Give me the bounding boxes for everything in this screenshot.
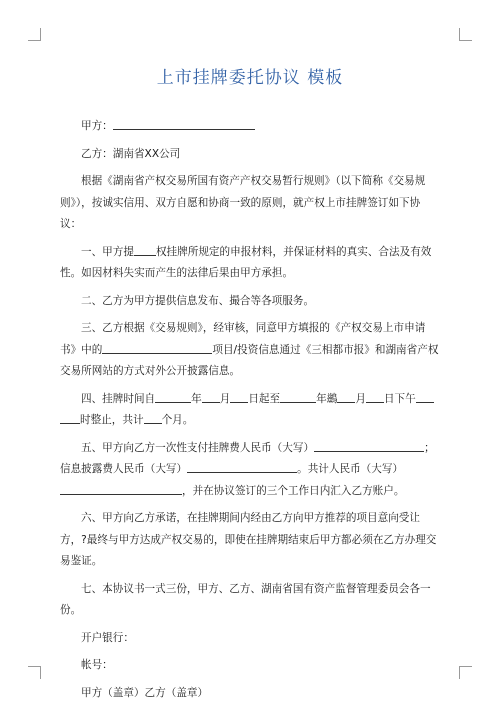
- clause-3-text-b: 项目/投资信息通过《三相都市报》和湖南省产权交易所网站的方式对外公开披露信息。: [60, 343, 439, 377]
- bank-line: 开户银行：: [81, 631, 134, 644]
- end-month-blank[interactable]: [337, 390, 355, 403]
- party-a-blank[interactable]: [113, 117, 255, 130]
- clause-3-text-a: 三、乙方根据《交易规则》，经审核，同意甲方填报的《产权交易上市申请书》中的: [60, 322, 426, 356]
- clause-5: [60, 438, 440, 503]
- clause-1-text-a: 一、甲方提: [81, 245, 134, 258]
- months-blank[interactable]: [144, 411, 162, 424]
- clause-2: 二、乙方为甲方提供信息发布、撮合等各项服务。: [81, 294, 315, 307]
- clause-3-blank[interactable]: [102, 341, 212, 354]
- clause-5-text-d: ，并在协议签订的三个工作日内汇入乙方账户。: [182, 484, 405, 497]
- clause-1-text-b: 权挂牌所规定的申报材料，并保证材料的真实、合法及有效性。如因材料失实而产生的法律后果由甲方承担。: [60, 245, 432, 279]
- clause-1-blank[interactable]: [134, 243, 156, 256]
- clause-4: [60, 389, 440, 432]
- account-line: 帐号：: [81, 659, 113, 671]
- document-body: [60, 116, 440, 710]
- start-day-blank[interactable]: [230, 390, 248, 403]
- crop-mark-bottom-left: [28, 666, 41, 679]
- disclosure-fee-blank[interactable]: [187, 460, 297, 473]
- clause-4-afternoon: 日下午: [383, 392, 416, 405]
- crop-mark-top-left: [28, 28, 41, 41]
- clause-4-month: 月: [219, 392, 231, 405]
- clause-4-year2: 年鷀: [316, 392, 338, 405]
- clause-4-total: 时整止，共计: [80, 414, 144, 426]
- clause-5-text-a: 五、甲方向乙方一次性支付挂牌费人民币（大写）: [81, 441, 315, 454]
- clause-4-month2: 月: [355, 392, 366, 405]
- clause-4-text-a: 四、挂牌时间自: [81, 392, 156, 405]
- clause-4-months: 个月。: [161, 414, 194, 426]
- clause-5-text-b: ；信息披露费人民币（大写）: [60, 441, 435, 475]
- end-day-blank[interactable]: [366, 390, 384, 403]
- crop-mark-top-right: [459, 28, 472, 41]
- clause-3: [60, 318, 440, 383]
- start-month-blank[interactable]: [202, 390, 220, 403]
- clause-4-to: 日起至: [248, 392, 281, 405]
- clause-7: 七、本协议书一式三份，甲方、乙方、湖南省国有资产监督管理委员会各一份。: [60, 582, 431, 616]
- hour-blank[interactable]: [416, 390, 434, 403]
- party-b-line: 乙方：湖南省XX公司: [81, 147, 181, 160]
- listing-fee-blank[interactable]: [314, 439, 424, 452]
- crop-mark-bottom-right: [459, 666, 472, 679]
- party-a-line: [60, 116, 440, 138]
- hour-blank-2[interactable]: [60, 411, 80, 424]
- clause-6: 六、甲方向乙方承诺，在挂牌期间内经由乙方向甲方推荐的项目意向受让方，?最终与甲方达成产权交易的，即使在挂牌期结束后甲方都必须在乙方办理交易鉴证。: [60, 512, 437, 567]
- document-title: 上市挂牌委托协议 模板: [156, 68, 344, 88]
- total-fee-blank[interactable]: [60, 482, 118, 495]
- end-year-blank[interactable]: [280, 390, 316, 403]
- intro-paragraph: 根据《湖南省产权交易所国有资产产权交易暂行规则》（以下简称《交易规则》），按诚实信用、双方自愿和协商一致的原则，就产权上市挂牌签订如下协议：: [60, 175, 426, 230]
- clause-5-text-c: 。共计人民币（大写）: [297, 463, 404, 475]
- start-year-blank[interactable]: [155, 390, 191, 403]
- seal-line: 甲方（盖章）乙方（盖章）: [81, 686, 209, 699]
- total-fee-blank-2[interactable]: [118, 482, 182, 495]
- party-a-label: 甲方：: [81, 120, 113, 132]
- clause-4-year: 年: [191, 392, 202, 405]
- clause-1: [60, 242, 440, 285]
